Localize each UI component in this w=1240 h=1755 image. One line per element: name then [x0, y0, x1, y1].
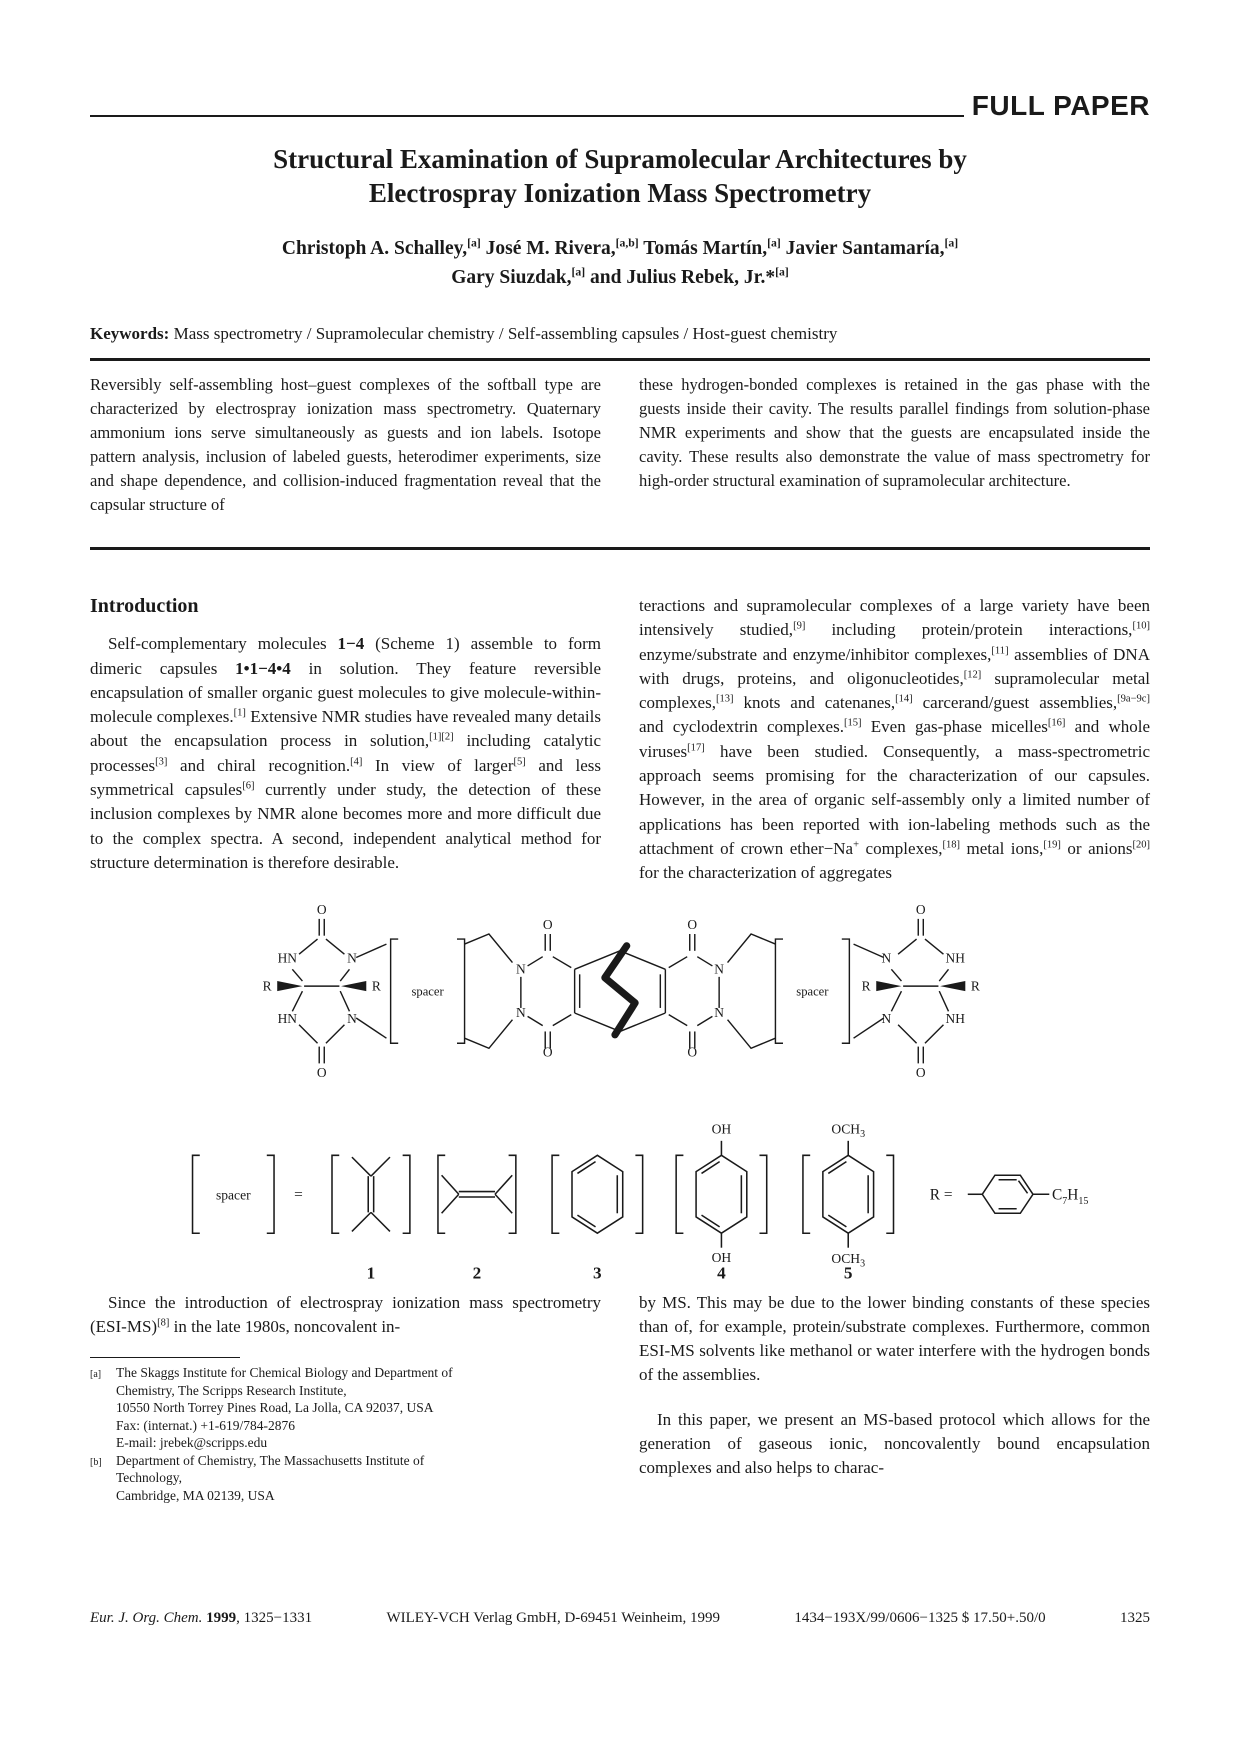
protocol-paragraph: In this paper, we present an MS-based protocol which allows for the generation of gaseous ionic, noncovalently bound encapsulation complexes and also helps to charac-	[639, 1409, 1150, 1478]
capsule-structure-drawing	[250, 892, 990, 1097]
footnote-b-text	[116, 1452, 601, 1505]
equals-sign: =	[294, 1186, 303, 1204]
title-line-1: Structural Examination of Supramolecular Architectures by	[273, 144, 967, 174]
n-label: N	[714, 961, 724, 977]
header-rule	[90, 115, 964, 117]
page-title	[120, 142, 1120, 210]
hn-label: HN	[277, 1010, 298, 1026]
footnote-line: The Skaggs Institute for Chemical Biology and Department of	[116, 1365, 453, 1381]
r-label: R	[371, 977, 381, 993]
r-label: R	[262, 977, 272, 993]
abstract-left-column: Reversibly self-assembling host–guest complexes of the softball type are characterized by electrospray ionization mass spectrometry. Quaternary ammonium ions serve simultaneously as guests and ion labels. Isotope pattern analysis, inclusion of labeled guests, heterodimer experiments, size and shape dependence, and collision-induced fragmentation reveal that the capsular structure of	[90, 375, 601, 514]
footnotes	[90, 1364, 601, 1504]
n-label: N	[881, 950, 892, 966]
spacer-bonds	[193, 1140, 1050, 1247]
footnote-line: Chemistry, The Scripps Research Institute,	[116, 1382, 347, 1398]
oxygen-label: O	[542, 916, 553, 932]
ome-label: $OCH_3$	[831, 1121, 866, 1140]
lower-body	[90, 1291, 1150, 1505]
footnote-b-marker: [b]	[90, 1456, 102, 1468]
authors-block	[90, 234, 1150, 292]
spacer-labels	[216, 1121, 865, 1269]
scheme-1	[90, 892, 1150, 1285]
footnote-a	[90, 1364, 601, 1452]
spacer-label: spacer	[215, 1187, 251, 1203]
keywords-text: Mass spectrometry / Supramolecular chemistry / Self-assembling capsules / Host-guest chemistry	[169, 324, 838, 343]
authors-line-2: Gary Siuzdak,[a] and Julius Rebek, Jr.*[a]	[451, 265, 789, 288]
oxygen-label: O	[542, 1044, 553, 1060]
intro-paragraph-2: teractions and supramolecular complexes of a large variety have been intensively studied,[9] including protein/protein interactions,[10] enzyme/substrate and enzyme/inhibitor complexes,[11] assemblies of DNA with drugs, proteins, and oligonucleotides,[12] supramolecular metal complexes,[13] knots and catenanes,[14] carcerand/guest assemblies,[9a−9c] and cyclodextrin complexes.[15] Even gas-phase micelles[16] and whole viruses[17] have been studied. Consequently, a mass-spectrometric approach seems promising for the characterization of our capsules. However, in the area of organic self-assembly only a limited number of applications has been reported with ion-labeling methods such as the attachment of crown ether−Na+ complexes,[18] metal ions,[19] or anions[20] for the characterization of aggregates	[639, 596, 1151, 883]
publisher-info: WILEY-VCH Verlag GmbH, D-69451 Weinheim, 1999	[386, 1610, 721, 1626]
intro-paragraph-1: Self-complementary molecules 1−4 (Scheme 1) assemble to form dimeric capsules 1•1−4•4 in solution. They feature reversible encapsulation of smaller organic guest molecules to give molecule-within-molecule complexes.[1] Extensive NMR studies have revealed many details about the encapsulation process in solution,[1][2] including catalytic processes[3] and chiral recognition.[4] In view of larger[5] and less symmetrical capsules[6] currently under study, the detection of these inclusion complexes by NMR alone becomes more and more difficult due to the complex spectra. A second, independent analytical method for structure determination is therefore desirable.	[90, 634, 602, 872]
divider-rule-bottom	[90, 547, 1150, 550]
abstract-right-column: these hydrogen-bonded complexes is retained in the gas phase with the guests inside their cavity. The results parallel findings from solution-phase NMR experiments and show that the guests are encapsulated inside the cavity. These results also demonstrate the value of mass spectrometry for high-order structural examination of supramolecular architecture.	[639, 375, 1150, 490]
n-label: N	[347, 1010, 357, 1026]
introduction-heading: Introduction	[90, 595, 199, 617]
hn-label: HN	[277, 950, 298, 966]
oxygen-label: O	[687, 1044, 698, 1060]
title-line-2: Electrospray Ionization Mass Spectrometry	[368, 178, 872, 208]
lower-left-column	[90, 1291, 601, 1505]
compound-2-label: 2	[472, 1263, 482, 1283]
page-footer	[90, 1610, 1150, 1627]
spacer-definitions-drawing	[140, 1099, 1100, 1285]
n-label: N	[347, 950, 357, 966]
heptyl-label: $C_7H_{15}$	[1052, 1186, 1089, 1207]
r-equals-label: R =	[929, 1186, 953, 1204]
n-label: N	[516, 1004, 526, 1020]
authors-line-1: Christoph A. Schalley,[a] José M. Rivera,[a,b] Tomás Martín,[a] Javier Santamaría,[a]	[281, 236, 959, 259]
intro-left-column	[90, 594, 601, 886]
intro-right-column	[639, 594, 1150, 886]
structure-bonds	[292, 918, 948, 1063]
compound-5-label: 5	[843, 1263, 853, 1283]
r-label: R	[861, 977, 871, 993]
abstract	[90, 373, 1150, 517]
footnote-email: E-mail: jrebek@scripps.edu	[116, 1435, 268, 1451]
oh-label: OH	[711, 1249, 732, 1265]
ms-binding-paragraph: by MS. This may be due to the lower binding constants of these species than of, for example, protein/substrate complexes. Furthermore, common ESI-MS solvents like methanol or water interfere with the hydrogen bonds of the assemblies.	[639, 1292, 1150, 1385]
spacer-label: spacer	[796, 983, 829, 998]
introduction-section	[90, 594, 1150, 886]
compound-4-label: 4	[717, 1263, 726, 1283]
article-type-label: FULL PAPER	[971, 90, 1150, 121]
oxygen-label: O	[687, 916, 698, 932]
n-label: N	[714, 1004, 724, 1020]
journal-citation: Eur. J. Org. Chem. 1999, 1325−1331	[90, 1610, 313, 1626]
r-group-definition	[930, 1186, 1089, 1207]
oxygen-label: O	[316, 901, 327, 917]
compound-numbers	[367, 1263, 853, 1282]
esi-paragraph: Since the introduction of electrospray ionization mass spectrometry (ESI-MS)[8] in the late 1980s, noncovalent in-	[90, 1292, 601, 1336]
page-header	[90, 90, 1150, 122]
lower-right-column	[639, 1291, 1150, 1505]
issn-code: 1434−193X/99/0606−1325 $ 17.50+.50/0	[794, 1610, 1046, 1626]
nh-label: NH	[945, 1010, 965, 1026]
ome-label: $OCH_3$	[831, 1250, 866, 1270]
page-number: 1325	[1119, 1610, 1150, 1626]
nh-label: NH	[945, 950, 965, 966]
compound-3-label: 3	[593, 1263, 602, 1283]
n-label: N	[516, 961, 526, 977]
divider-rule-top	[90, 358, 1150, 361]
footnote-b	[90, 1452, 601, 1505]
r-label: R	[970, 977, 980, 993]
n-label: N	[881, 1010, 892, 1026]
footnote-line: Department of Chemistry, The Massachusetts Institute of	[116, 1452, 425, 1468]
footnote-a-text	[116, 1364, 601, 1452]
footnote-line: Technology,	[116, 1470, 183, 1486]
oh-label: OH	[711, 1121, 732, 1137]
oxygen-label: O	[915, 901, 926, 917]
oxygen-label: O	[915, 1064, 926, 1080]
footnote-a-marker: [a]	[90, 1369, 102, 1381]
footnote-line: Cambridge, MA 02139, USA	[116, 1487, 275, 1503]
oxygen-label: O	[316, 1064, 327, 1080]
keywords-row	[90, 324, 1150, 344]
footnote-line: 10550 North Torrey Pines Road, La Jolla, CA 92037, USA	[116, 1400, 434, 1416]
footnote-rule	[90, 1357, 240, 1358]
compound-1-label: 1	[366, 1263, 376, 1283]
spacer-label: spacer	[411, 983, 444, 998]
footnote-line: Fax: (internat.) +1-619/784-2876	[116, 1417, 295, 1433]
keywords-label: Keywords:	[90, 324, 170, 343]
